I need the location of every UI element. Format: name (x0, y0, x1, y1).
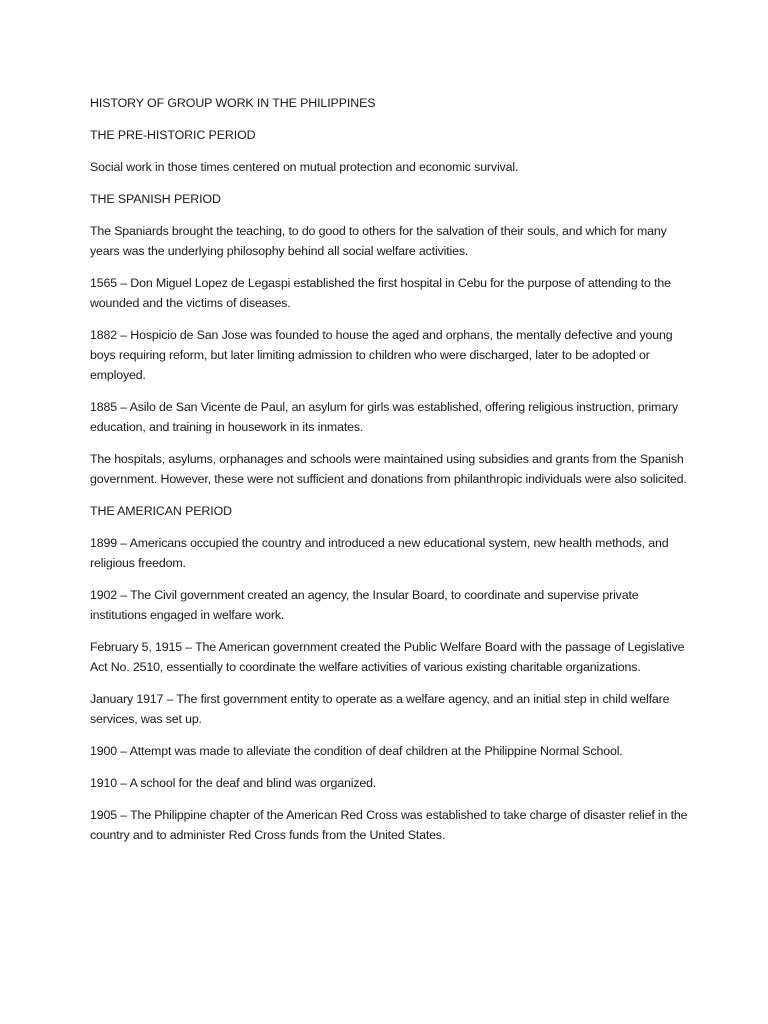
paragraph-1882: 1882 – Hospicio de San Jose was founded to house the aged and orphans, the mentally defective and young boys requiring reform, but later limiting admission to children who were discharged, later to be adopted or employed. (90, 328, 673, 382)
paragraph-1910: 1910 – A school for the deaf and blind was organized. (90, 776, 377, 790)
section-heading-prehistoric: THE PRE-HISTORIC PERIOD (90, 128, 256, 142)
paragraph-1905: 1905 – The Philippine chapter of the American Red Cross was established to take charge of disaster relief in the country and to administer Red Cross funds from the United States. (90, 808, 688, 842)
section-heading-american: THE AMERICAN PERIOD (90, 504, 232, 518)
paragraph-spanish-intro: The Spaniards brought the teaching, to do good to others for the salvation of their souls, and which for many years was the underlying philosophy behind all social welfare activities. (90, 224, 667, 258)
paragraph-1915: February 5, 1915 – The American government created the Public Welfare Board with the passage of Legislative Act No. 2510, essentially to coordinate the welfare activities of various existing charitable organizations. (90, 640, 685, 674)
document-body (90, 93, 690, 857)
document-title: HISTORY OF GROUP WORK IN THE PHILIPPINES (90, 96, 376, 110)
paragraph-1917: January 1917 – The first government entity to operate as a welfare agency, and an initial step in child welfare services, was set up. (90, 692, 670, 726)
section-heading-spanish: THE SPANISH PERIOD (90, 192, 221, 206)
paragraph-1902: 1902 – The Civil government created an agency, the Insular Board, to coordinate and supervise private institutions engaged in welfare work. (90, 588, 639, 622)
paragraph-1899: 1899 – Americans occupied the country and introduced a new educational system, new health methods, and religious freedom. (90, 536, 669, 570)
paragraph-1900: 1900 – Attempt was made to alleviate the condition of deaf children at the Philippine Normal School. (90, 744, 623, 758)
paragraph-1885: 1885 – Asilo de San Vicente de Paul, an asylum for girls was established, offering religious instruction, primary education, and training in housework in its inmates. (90, 400, 678, 434)
paragraph-spanish-funding: The hospitals, asylums, orphanages and schools were maintained using subsidies and grants from the Spanish government. However, these were not sufficient and donations from philanthropic individuals were also solicited. (90, 452, 687, 486)
paragraph-1565: 1565 – Don Miguel Lopez de Legaspi established the first hospital in Cebu for the purpose of attending to the wounded and the victims of diseases. (90, 276, 671, 310)
paragraph-prehistoric: Social work in those times centered on mutual protection and economic survival. (90, 160, 519, 174)
